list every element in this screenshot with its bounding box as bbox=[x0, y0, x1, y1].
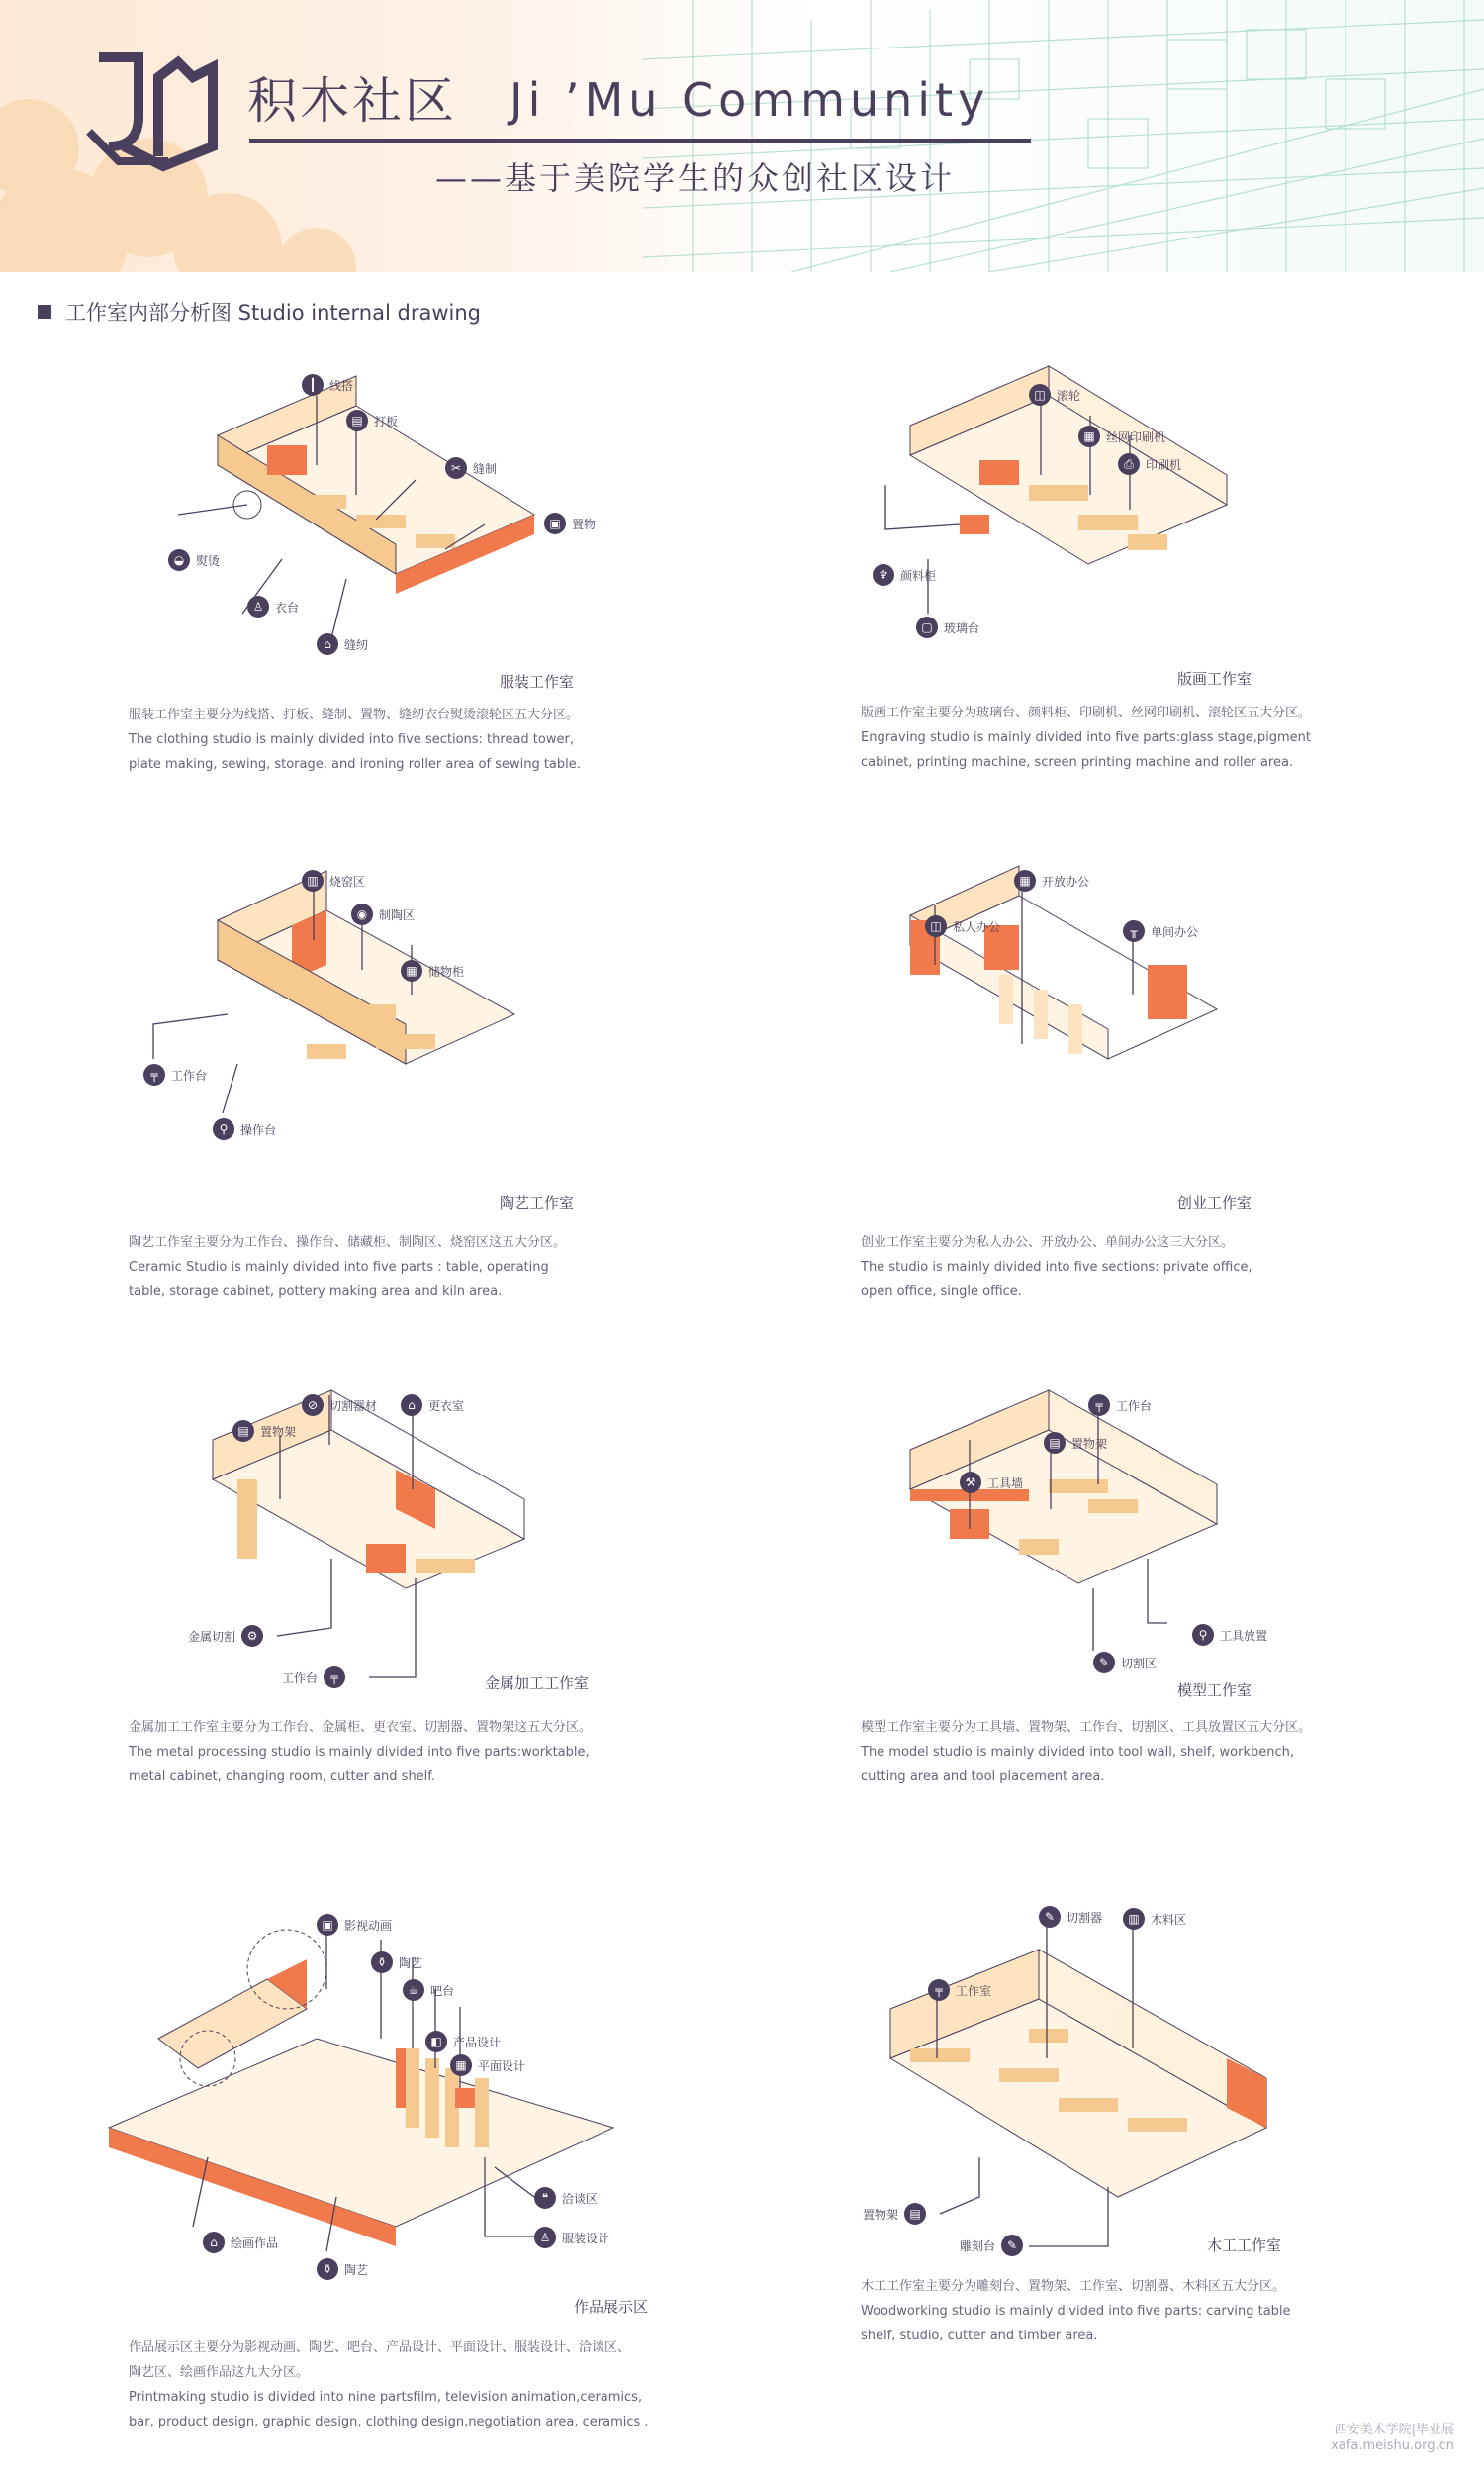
printer-icon: ⎙ bbox=[1118, 453, 1140, 475]
label-glass: ▢ 玻璃台 bbox=[916, 617, 979, 638]
studio-description: 陶艺工作室主要分为工作台、操作台、储藏柜、制陶区、烧窑区这五大分区。 Ceramic Studio is mainly divided into five parts : table, operating table, storage cabinet, pottery making area and kiln area. bbox=[129, 1235, 567, 1299]
shelf-icon: ▤ bbox=[904, 2203, 926, 2225]
label-painting: ⌂ 绘画作品 bbox=[203, 2232, 278, 2253]
studio-description: 木工工作室主要分为雕刻台、置物架、工作室、切割器、木料区五大分区。 Woodworking studio is mainly divided into five parts: carving table shelf, studio, cutter and timber area. bbox=[861, 2279, 1291, 2343]
roller-icon: ◫ bbox=[1029, 384, 1051, 406]
private-office-icon: ◫ bbox=[925, 915, 947, 937]
storage-icon: ▣ bbox=[544, 513, 566, 534]
vase-icon: ⚱ bbox=[317, 2258, 338, 2280]
title-cn: 积木社区 bbox=[247, 72, 457, 130]
label-tool-wall: ⚒ 工具墙 bbox=[960, 1472, 1023, 1493]
label-worktable: ╤ 工作台 bbox=[143, 1064, 207, 1086]
film-icon: ▣ bbox=[317, 1914, 338, 1936]
dress-form-icon: ♙ bbox=[247, 596, 269, 618]
label-cutter: ✎ 切割器 bbox=[1039, 1906, 1102, 1928]
studio-name: 金属加工工作室 bbox=[485, 1674, 590, 1692]
label-workbench: ╤ 工作台 bbox=[1088, 1394, 1152, 1416]
header-banner bbox=[0, 0, 1484, 272]
kiln-icon: ▥ bbox=[302, 870, 324, 892]
label-open-office: ▦ 开放办公 bbox=[1014, 870, 1089, 892]
screen-press-icon: ▦ bbox=[1078, 426, 1100, 447]
label-ceramics: ⚱ 陶艺 bbox=[371, 1951, 422, 1973]
label-press: ⎙ 印刷机 bbox=[1118, 453, 1181, 475]
shelf-icon: ▤ bbox=[1044, 1432, 1066, 1454]
studio-clothing bbox=[119, 366, 673, 792]
changing-room-icon: ⌂ bbox=[401, 1394, 422, 1416]
table-icon: ╤ bbox=[143, 1064, 165, 1086]
label-negotiation: ❝ 洽谈区 bbox=[534, 2187, 598, 2209]
tool-wall-icon: ⚒ bbox=[960, 1472, 981, 1493]
label-ironing: ◒ 熨烫 bbox=[168, 549, 220, 571]
label-studio-room: ╤ 工作室 bbox=[928, 1979, 991, 2001]
studio-description: 服装工作室主要分为线搭、打板、缝制、置物、缝纫衣台熨烫滚轮区五大分区。 The clothing studio is mainly divided into five sections: thread tower, plate making, sewing, storage, and ironing roller area of sewing table. bbox=[129, 708, 581, 772]
label-operating-table: ⚲ 操作台 bbox=[213, 1118, 276, 1140]
section-title: 工作室内部分析图 Studio internal drawing bbox=[65, 301, 481, 325]
studio-model bbox=[851, 1390, 1405, 1826]
woodworking-drawing bbox=[851, 1900, 1405, 2326]
label-single-office: ╥ 单间办公 bbox=[1123, 920, 1198, 942]
workbench-icon: ╤ bbox=[324, 1666, 345, 1688]
label-bar: ☕ 吧台 bbox=[403, 1979, 454, 2001]
studio-exhibition bbox=[99, 1900, 712, 2454]
studio-description: 创业工作室主要分为私人办公、开放办公、单间办公这三大分区。 The studio is mainly divided into five sections: private office, open office, single office. bbox=[861, 1235, 1252, 1299]
label-changing-room: ⌂ 更衣室 bbox=[401, 1394, 464, 1416]
label-timber: ▥ 木料区 bbox=[1123, 1908, 1186, 1930]
label-shelf: ▤ 置物架 bbox=[232, 1420, 296, 1442]
scissors-icon: ✂ bbox=[445, 457, 467, 479]
studio-name: 服装工作室 bbox=[500, 673, 575, 691]
label-sewing: ✂ 缝制 bbox=[445, 457, 497, 479]
label-product-design: ◧ 产品设计 bbox=[425, 2031, 501, 2052]
label-shelf: ▤ 置物架 bbox=[1044, 1432, 1107, 1454]
cutter-icon: ⊘ bbox=[302, 1394, 324, 1416]
label-kiln: ▥ 烧窑区 bbox=[302, 870, 365, 892]
studio-name: 版画工作室 bbox=[1177, 670, 1252, 688]
product-icon: ◧ bbox=[425, 2031, 447, 2052]
studio-description: 版画工作室主要分为玻璃台、颜料柜、印刷机、丝网印刷机、滚轮区五大分区。 Engraving studio is mainly divided into five parts:glass stage,pigment cabinet, printing machine, screen printing machine and roller area. bbox=[861, 706, 1312, 770]
iron-icon: ◒ bbox=[168, 549, 190, 571]
label-cabinet: ▦ 储物柜 bbox=[401, 960, 464, 982]
label-fashion-design: ♙ 服装设计 bbox=[534, 2227, 609, 2248]
desk-icon: ╥ bbox=[1123, 920, 1145, 942]
tool-icon: ⚲ bbox=[1192, 1624, 1214, 1646]
graphic-icon: ▦ bbox=[450, 2054, 472, 2076]
label-screen-press: ▦ 丝网印刷机 bbox=[1078, 426, 1165, 447]
studio-description: 金属加工工作室主要分为工作台、金属柜、更衣室、切割器、置物架这五大分区。 The metal processing studio is mainly divided into five parts:worktable, metal cabinet, changing room, cutter and shelf. bbox=[129, 1720, 593, 1784]
studio-printmaking bbox=[851, 366, 1405, 792]
saw-icon: ⚙ bbox=[241, 1625, 263, 1647]
pottery-wheel-icon: ◉ bbox=[351, 904, 373, 925]
shelf-icon: ▤ bbox=[232, 1420, 254, 1442]
label-private-office: ◫ 私人办公 bbox=[925, 915, 1000, 937]
section-heading bbox=[38, 297, 481, 327]
cabinet-icon: ▦ bbox=[401, 960, 422, 982]
label-thread: ┃ 线搭 bbox=[302, 374, 353, 396]
pigment-icon: ♆ bbox=[873, 564, 894, 586]
carving-icon: ✎ bbox=[1001, 2235, 1023, 2256]
model-studio-drawing bbox=[851, 1390, 1405, 1727]
cutting-icon: ✎ bbox=[1093, 1652, 1115, 1673]
vase-icon: ⚱ bbox=[371, 1951, 393, 1973]
sewing-machine-icon: ⌂ bbox=[317, 633, 338, 655]
label-pottery: ◉ 制陶区 bbox=[351, 904, 415, 925]
title-en: Ji ’Mu Community bbox=[510, 73, 990, 127]
label-roller: ◫ 滚轮 bbox=[1029, 384, 1080, 406]
timber-icon: ▥ bbox=[1123, 1908, 1145, 1930]
easel-icon: ⌂ bbox=[203, 2232, 225, 2253]
studio-metal bbox=[119, 1390, 673, 1826]
studio-name: 木工工作室 bbox=[1207, 2236, 1282, 2254]
label-pigment: ♆ 颜料柜 bbox=[873, 564, 936, 586]
label-tool-placement: ⚲ 工具放置 bbox=[1192, 1624, 1267, 1646]
workbench-icon: ╤ bbox=[928, 1979, 950, 2001]
label-cutting-area: ✎ 切割区 bbox=[1093, 1652, 1157, 1673]
heading-square-icon bbox=[38, 305, 51, 319]
label-pattern: ▤ 打板 bbox=[346, 410, 398, 431]
pattern-icon: ▤ bbox=[346, 410, 368, 431]
studio-name: 作品展示区 bbox=[574, 2298, 649, 2316]
workbench-icon: ╤ bbox=[1088, 1394, 1110, 1416]
studio-startup bbox=[851, 866, 1405, 1301]
glass-icon: ▢ bbox=[916, 617, 938, 638]
label-shelf: 置物架 ▤ bbox=[863, 2203, 926, 2225]
bar-icon: ☕ bbox=[403, 1979, 424, 2001]
label-carving: 雕刻台 ✎ bbox=[960, 2235, 1023, 2256]
studio-ceramic bbox=[119, 866, 673, 1301]
chat-icon: ❝ bbox=[534, 2187, 556, 2209]
label-sewing-machine: ⌂ 缝纫 bbox=[317, 633, 368, 655]
label-ceramics-2: ⚱ 陶艺 bbox=[317, 2258, 368, 2280]
title-rule bbox=[249, 139, 1031, 143]
open-office-icon: ▦ bbox=[1014, 870, 1036, 892]
label-animation: ▣ 影视动画 bbox=[317, 1914, 392, 1936]
dress-icon: ♙ bbox=[534, 2227, 556, 2248]
cutter-icon: ✎ bbox=[1039, 1906, 1061, 1928]
watermark: 西安美术学院|毕业展 xafa.meishu.org.cn bbox=[1331, 2423, 1454, 2453]
label-workbench: 工作台 ╤ bbox=[282, 1666, 345, 1688]
studio-description: 作品展示区主要分为影视动画、陶艺、吧台、产品设计、平面设计、服装设计、洽谈区、 陶艺区、绘画作品这九大分区。 Printmaking studio is divided into nine partsfilm, television animation,ceramics, bar, product design, graphic design, clothing design,negotiation area, ceramics . bbox=[129, 2340, 649, 2429]
label-dress-form: ♙ 衣台 bbox=[247, 596, 299, 618]
printmaking-studio-drawing bbox=[851, 366, 1405, 693]
label-cutter-equipment: ⊘ 切割器材 bbox=[302, 1394, 377, 1416]
studio-name: 模型工作室 bbox=[1177, 1681, 1252, 1699]
thread-icon: ┃ bbox=[302, 374, 324, 396]
tool-icon: ⚲ bbox=[213, 1118, 234, 1140]
label-storage: ▣ 置物 bbox=[544, 513, 596, 534]
studio-description: 模型工作室主要分为工具墙、置物架、工作台、切割区、工具放置区五大分区。 The model studio is mainly divided into tool wall, shelf, workbench, cutting area and tool placement area. bbox=[861, 1720, 1312, 1784]
studio-woodworking bbox=[851, 1900, 1405, 2434]
label-metal-cutting: 金属切割 ⚙ bbox=[188, 1625, 263, 1647]
subtitle: ——基于美院学生的众创社区设计 bbox=[435, 159, 956, 197]
label-graphic-design: ▦ 平面设计 bbox=[450, 2054, 525, 2076]
studio-name: 陶艺工作室 bbox=[500, 1194, 575, 1212]
studio-name: 创业工作室 bbox=[1177, 1194, 1252, 1212]
metal-studio-drawing bbox=[119, 1390, 673, 1727]
logo-icon bbox=[79, 38, 228, 176]
